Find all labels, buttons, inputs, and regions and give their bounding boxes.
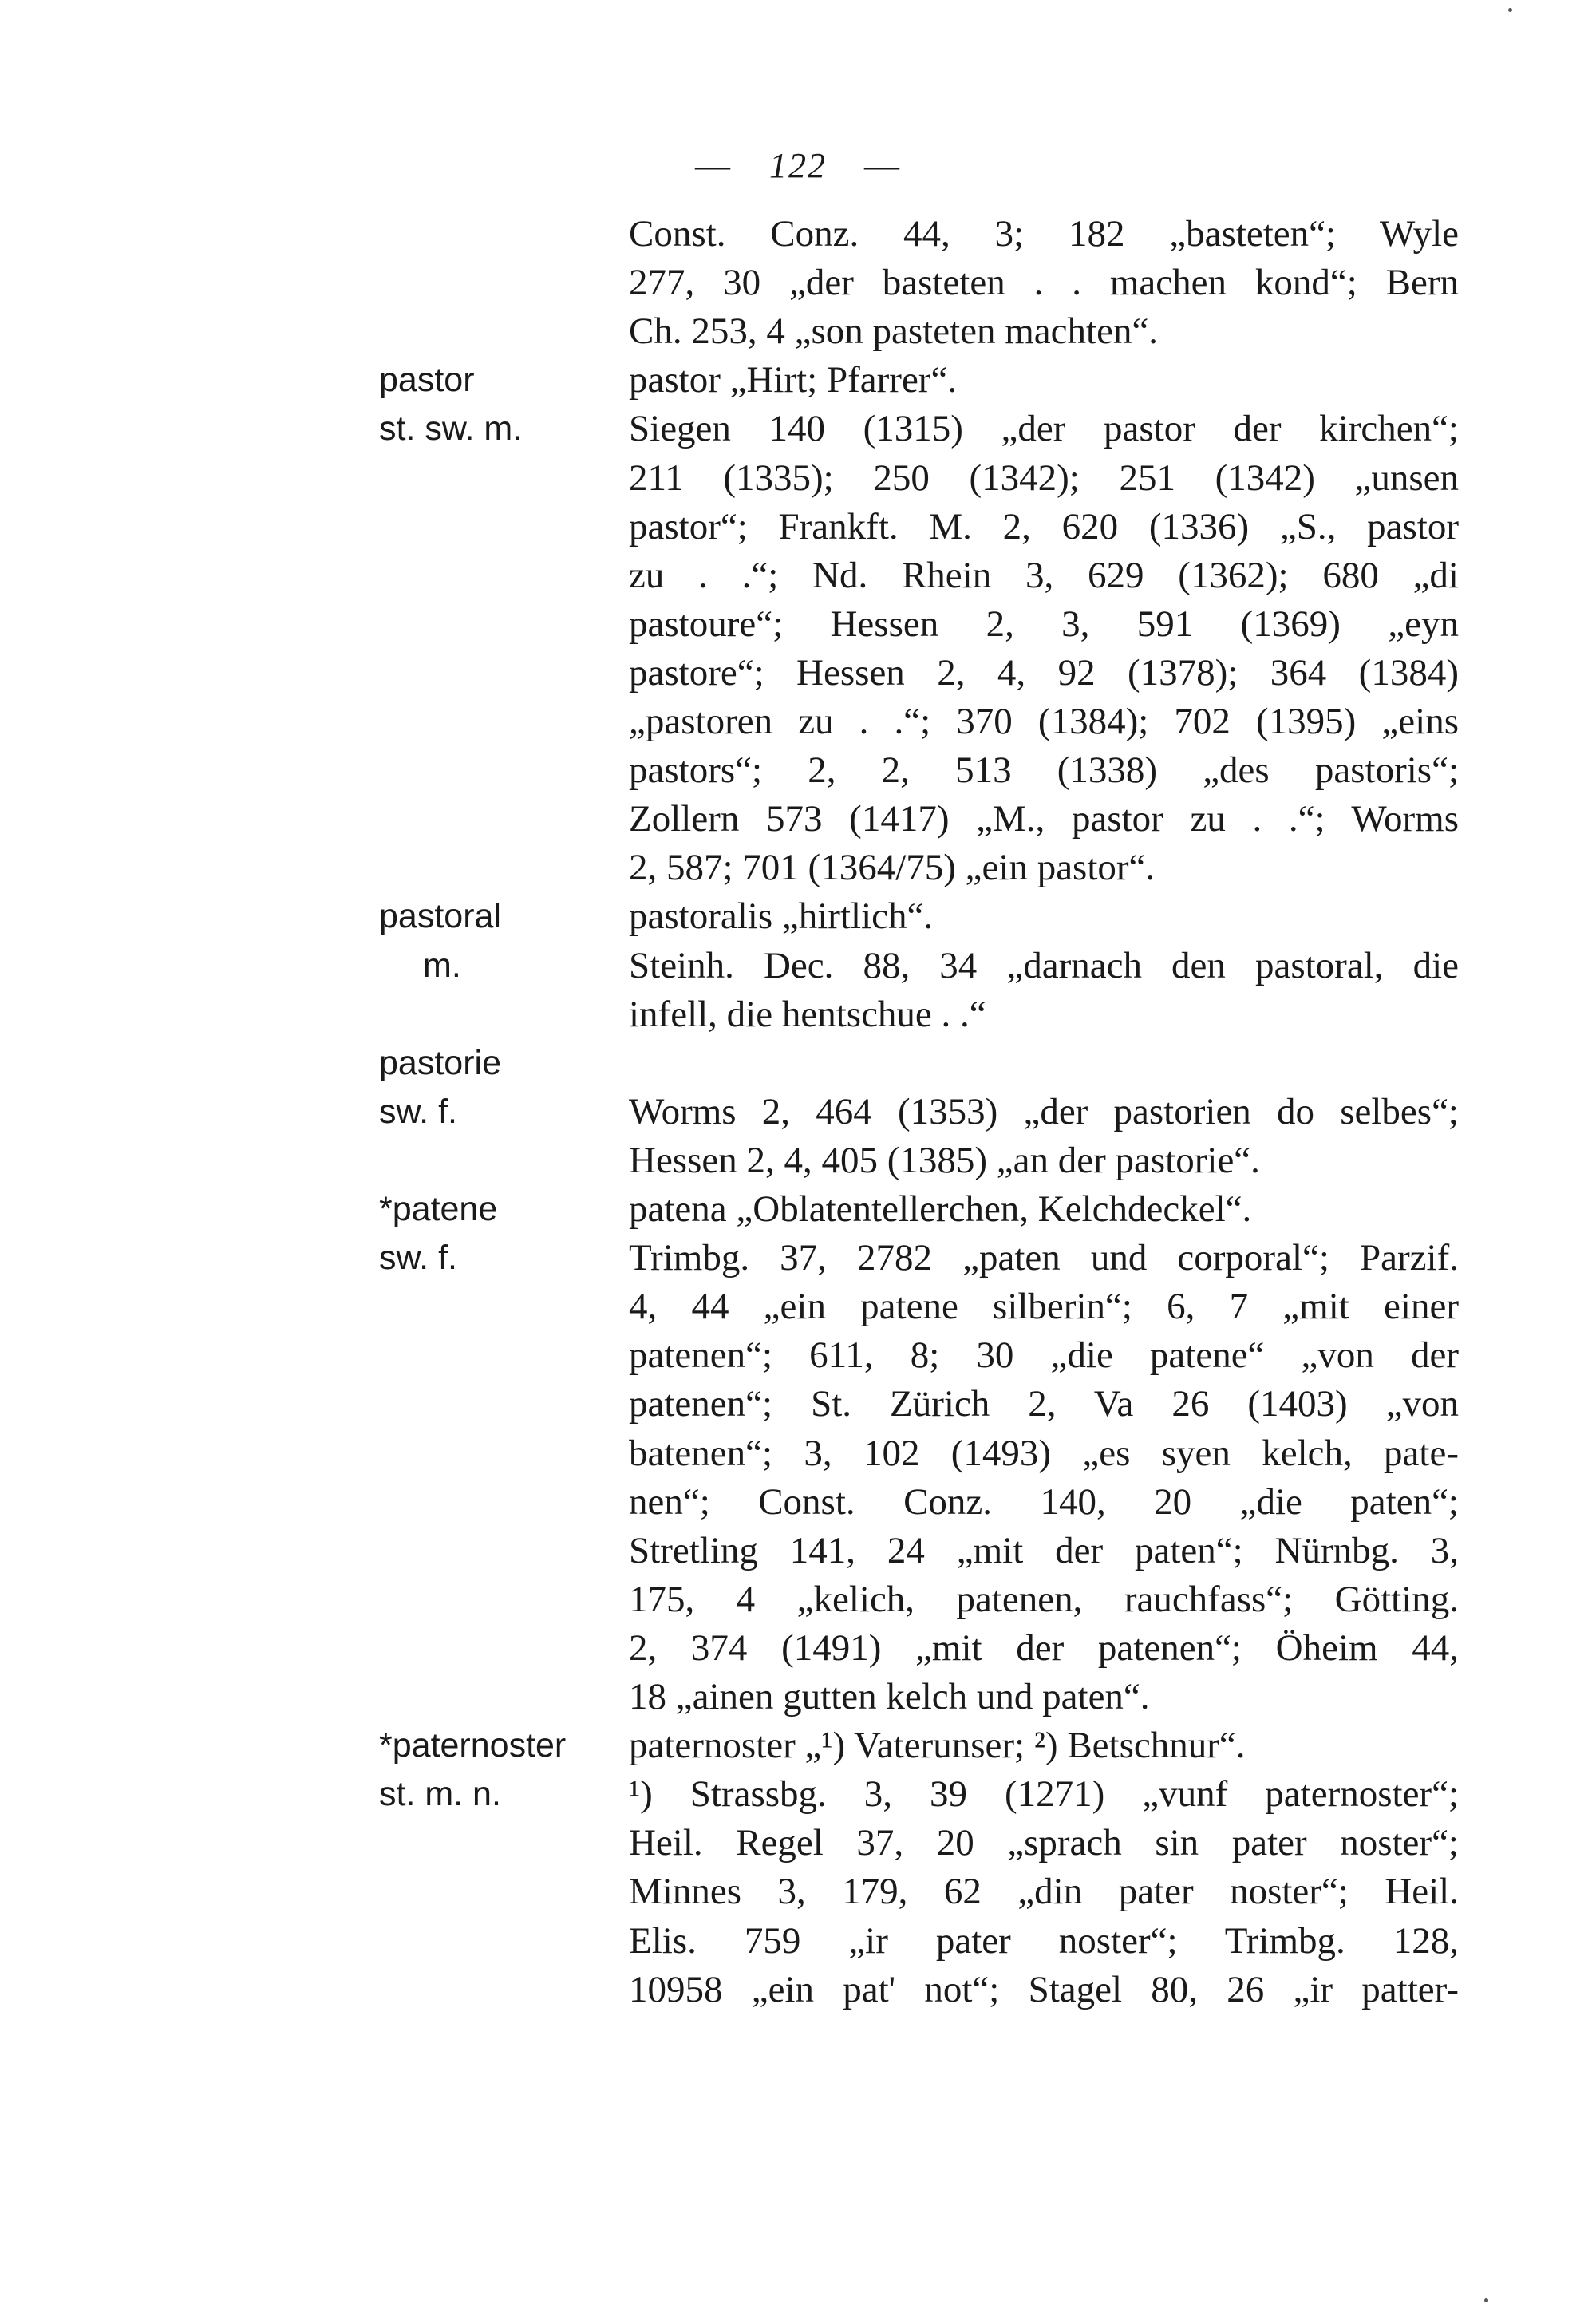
entry-text: pastoure“; Hessen 2, 3, 591 (1369) „eyn <box>629 603 1459 645</box>
text-line <box>0 1672 1596 1721</box>
page-number: 122 <box>769 146 827 185</box>
margin-speck <box>1484 2298 1488 2302</box>
headword: *patene <box>379 1190 498 1228</box>
entry-text: Hessen 2, 4, 405 (1385) „an der pastorie“. <box>629 1139 1260 1181</box>
text-line <box>0 404 1596 453</box>
text-line <box>0 355 1596 405</box>
text-line <box>0 1623 1596 1673</box>
text-line <box>0 1526 1596 1575</box>
text-line <box>0 697 1596 746</box>
text-line <box>0 891 1596 941</box>
entry-text: Heil. Regel 37, 20 „sprach sin pater noster“; <box>629 1822 1459 1864</box>
text-line <box>0 1233 1596 1283</box>
text-line <box>0 551 1596 600</box>
headword: pastoral <box>379 897 501 936</box>
entry-text: 10958 „ein pat' not“; Stagel 80, 26 „ir patter- <box>629 1968 1459 2010</box>
text-line <box>0 745 1596 795</box>
headword: st. sw. m. <box>379 409 523 449</box>
text-line <box>0 1136 1596 1185</box>
headword: m. <box>423 946 461 985</box>
entry-text: patenen“; 611, 8; 30 „die patene“ „von der <box>629 1334 1459 1377</box>
text-line <box>0 258 1596 307</box>
entry-text: Const. Conz. 44, 3; 182 „basteten“; Wyle <box>629 213 1459 255</box>
text-line <box>0 1429 1596 1478</box>
text-line <box>0 1184 1596 1234</box>
text-line <box>0 1087 1596 1136</box>
text-line <box>0 990 1596 1039</box>
headword: pastorie <box>379 1043 501 1082</box>
entry-text: Minnes 3, 179, 62 „din pater noster“; Heil. <box>629 1871 1459 1913</box>
entry-text: Stretling 141, 24 „mit der paten“; Nürnbg. 3, <box>629 1529 1459 1571</box>
entry-text: pastors“; 2, 2, 513 (1338) „des pastoris“; <box>629 749 1459 792</box>
headword: sw. f. <box>379 1092 457 1131</box>
text-line <box>0 648 1596 698</box>
entry-text: Zollern 573 (1417) „M., pastor zu . .“; Worms <box>629 798 1459 840</box>
entry-text: Trimbg. 37, 2782 „paten und corporal“; Parzif. <box>629 1237 1459 1279</box>
entry-text: batenen“; 3, 102 (1493) „es syen kelch, pate- <box>629 1432 1459 1474</box>
entry-text: pastor „Hirt; Pfarrer“. <box>629 359 958 401</box>
entry-text: paternoster „¹) Vaterunser; ²) Betschnur“. <box>629 1725 1246 1767</box>
text-line <box>0 502 1596 551</box>
text-line <box>0 209 1596 259</box>
text-line <box>0 1575 1596 1624</box>
entry-text: Siegen 140 (1315) „der pastor der kirchen“; <box>629 408 1459 450</box>
entry-text: Steinh. Dec. 88, 34 „darnach den pastoral, die <box>629 944 1459 986</box>
text-line <box>0 843 1596 892</box>
text-line <box>0 1379 1596 1429</box>
page-number-dash-left: — <box>695 146 732 185</box>
text-line <box>0 1965 1596 2014</box>
entry-text: patenen“; St. Zürich 2, Va 26 (1403) „von <box>629 1383 1459 1425</box>
entry-text: patena „Oblatentellerchen, Kelchdeckel“. <box>629 1188 1252 1230</box>
text-line <box>0 1867 1596 1916</box>
entry-text: 211 (1335); 250 (1342); 251 (1342) „unsen <box>629 456 1459 499</box>
text-line <box>0 306 1596 356</box>
entry-text: Elis. 759 „ir pater noster“; Trimbg. 128, <box>629 1919 1459 1962</box>
entry-text: nen“; Const. Conz. 140, 20 „die paten“; <box>629 1480 1459 1523</box>
entry-text: ¹) Strassbg. 3, 39 (1271) „vunf paternoster“; <box>629 1773 1459 1816</box>
text-line <box>0 1038 1596 1088</box>
text-line <box>0 1769 1596 1819</box>
text-line <box>0 1330 1596 1380</box>
text-line <box>0 1477 1596 1527</box>
text-line <box>0 453 1596 503</box>
entry-text: 2, 587; 701 (1364/75) „ein pastor“. <box>629 847 1156 889</box>
entry-text: „pastoren zu . .“; 370 (1384); 702 (1395) „eins <box>629 701 1459 742</box>
text-line <box>0 1282 1596 1331</box>
page-number-header <box>0 145 1596 186</box>
headword: sw. f. <box>379 1239 457 1278</box>
margin-speck <box>1508 8 1512 12</box>
entry-text: 175, 4 „kelich, patenen, rauchfass“; Götting. <box>629 1578 1459 1620</box>
entry-text: 4, 44 „ein patene silberin“; 6, 7 „mit einer <box>629 1286 1459 1328</box>
entry-text: zu . .“; Nd. Rhein 3, 629 (1362); 680 „di <box>629 554 1459 596</box>
entry-text: 2, 374 (1491) „mit der patenen“; Öheim 44, <box>629 1626 1459 1669</box>
entry-text: Worms 2, 464 (1353) „der pastorien do selbes“; <box>629 1090 1459 1132</box>
headword: pastor <box>379 361 475 400</box>
entry-text: Ch. 253, 4 „son pasteten machten“. <box>629 310 1159 353</box>
headword: st. m. n. <box>379 1775 501 1814</box>
entry-text: pastor“; Frankft. M. 2, 620 (1336) „S., pastor <box>629 505 1459 547</box>
entry-text: pastore“; Hessen 2, 4, 92 (1378); 364 (1384) <box>629 651 1459 694</box>
entry-text: 18 „ainen gutten kelch und paten“. <box>629 1676 1150 1717</box>
text-line <box>0 941 1596 990</box>
text-line <box>0 794 1596 844</box>
headword: *paternoster <box>379 1726 567 1765</box>
text-line <box>0 1721 1596 1770</box>
entry-text: infell, die hentschue . .“ <box>629 993 986 1035</box>
page-number-dash-right: — <box>864 146 901 185</box>
entry-text: pastoralis „hirtlich“. <box>629 895 934 938</box>
text-line <box>0 599 1596 649</box>
entry-text: 277, 30 „der basteten . . machen kond“; Bern <box>629 262 1459 304</box>
text-line <box>0 1818 1596 1867</box>
text-line <box>0 1916 1596 1966</box>
